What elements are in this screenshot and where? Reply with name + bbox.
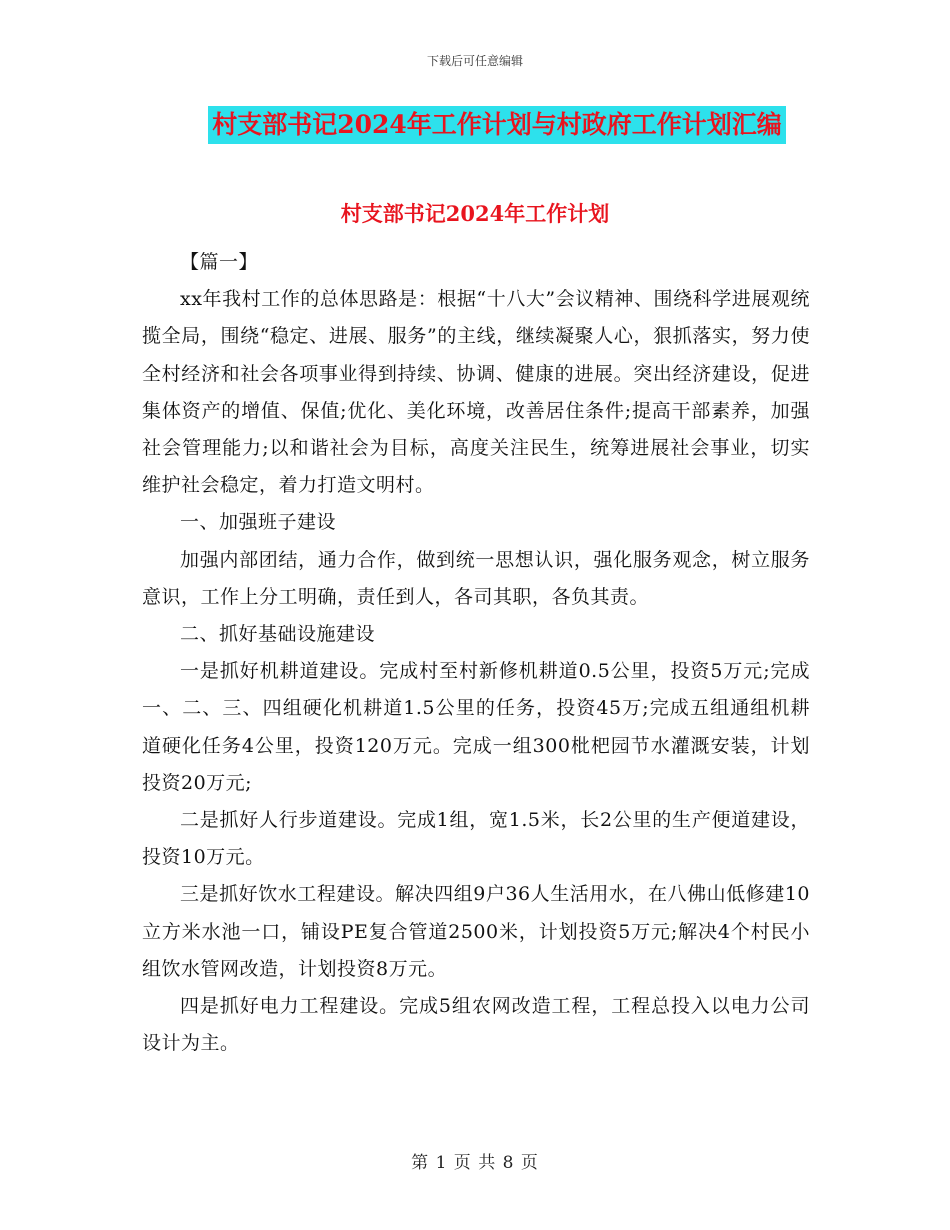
part-label: 【篇一】 (180, 251, 259, 273)
heading-team-building: 一、加强班子建设 (180, 511, 337, 534)
document-body (142, 244, 810, 1062)
main-title-container (0, 106, 950, 144)
section-title: 村支部书记2024年工作计划 (340, 201, 610, 226)
paragraph-farm-roads: 一是抓好机耕道建设。完成村至村新修机耕道0.5公里，投资5万元;完成一、二、三、四组硬化机耕道1.5公里的任务，投资45万;完成五组通组机耕道硬化任务4公里，投资120万元。完成一组300枇杷园节水灌溉安装，计划投资20万元; (142, 660, 810, 794)
paragraph-footpaths: 二是抓好人行步道建设。完成1组，宽1.5米，长2公里的生产便道建设，投资10万元。 (142, 809, 810, 869)
paragraph-water-supply: 三是抓好饮水工程建设。解决四组9户36人生活用水，在八佛山低修建10立方米水池一口，铺设PE复合管道2500米，计划投资5万元;解决4个村民小组饮水管网改造，计划投资8万元。 (142, 883, 810, 980)
header-note: 下载后可任意编辑 (426, 54, 523, 68)
heading-infrastructure: 二、抓好基础设施建设 (180, 623, 376, 646)
paragraph-power: 四是抓好电力工程建设。完成5组农网改造工程，工程总投入以电力公司设计为主。 (142, 995, 810, 1055)
document-main-title: 村支部书记2024年工作计划与村政府工作计划汇编 (208, 106, 786, 144)
page-number-footer: 第 1 页 共 8 页 (411, 1153, 539, 1173)
paragraph-overview: xx年我村工作的总体思路是：根据“十八大”会议精神、围绕科学进展观统揽全局，围绕“稳定、进展、服务”的主线，继续凝聚人心，狠抓落实，努力使全村经济和社会各项事业得到持续、协调、健康的进展。突出经济建设，促进集体资产的增值、保值;优化、美化环境，改善居住条件;提高干部素养，加强社会管理能力;以和谐社会为目标，高度关注民生，统筹进展社会事业，切实维护社会稳定，着力打造文明村。 (142, 288, 810, 497)
paragraph-team-building: 加强内部团结，通力合作，做到统一思想认识，强化服务观念，树立服务意识，工作上分工明确，责任到人，各司其职，各负其责。 (142, 548, 810, 608)
